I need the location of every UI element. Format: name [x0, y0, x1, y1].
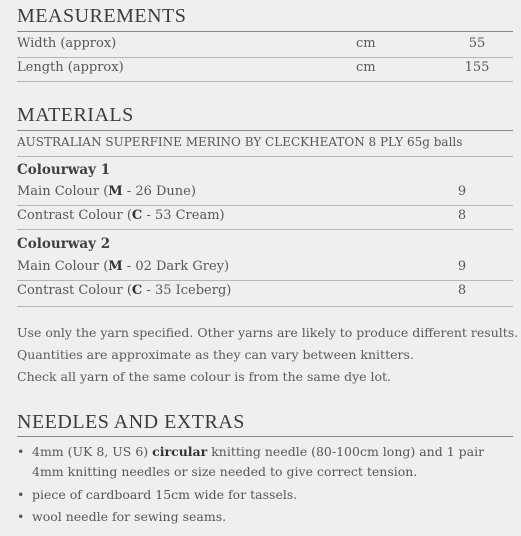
colourway-2-title: Colourway 2	[17, 236, 111, 252]
row-divider	[17, 229, 513, 230]
note-line: Check all yarn of the same colour is from the same dye lot.	[17, 369, 392, 384]
measurement-label: Length (approx)	[17, 60, 124, 75]
yarn-row	[17, 132, 513, 156]
colour-label-suffix: - 35 Iceberg)	[142, 283, 232, 298]
materials-heading: MATERIALS	[17, 104, 134, 126]
colour-label-prefix: Contrast Colour (	[17, 283, 132, 298]
colour-label-suffix: - 53 Cream)	[142, 208, 225, 223]
colour-quantity: 8	[457, 208, 467, 223]
materials-heading-rule	[17, 130, 513, 131]
colour-code: C	[131, 208, 143, 223]
measurement-value: 55	[468, 36, 486, 51]
colour-label-prefix: Main Colour (	[17, 184, 109, 199]
extras-text: wool needle for sewing seams.	[32, 509, 227, 524]
colour-row	[17, 205, 513, 229]
colourway-1-title: Colourway 1	[17, 162, 111, 178]
note-line: Use only the yarn specified. Other yarns are likely to produce different results.	[17, 325, 519, 340]
colour-label-suffix: - 26 Dune)	[122, 184, 196, 199]
colour-quantity: 9	[457, 259, 467, 274]
colour-code: M	[108, 259, 123, 274]
needles-heading-rule	[17, 436, 513, 437]
extras-item-cardboard	[17, 487, 297, 502]
measurement-label: Width (approx)	[17, 36, 117, 51]
colour-label	[17, 259, 229, 274]
measurements-heading: MEASUREMENTS	[17, 5, 187, 27]
colour-quantity: 8	[457, 283, 467, 298]
colour-code: C	[131, 283, 143, 298]
colour-row	[17, 280, 513, 304]
colour-label-suffix: - 02 Dark Grey)	[122, 259, 230, 274]
measurement-row-length	[17, 57, 513, 81]
colour-label	[17, 283, 231, 298]
extras-text: 4mm (UK 8, US 6)	[32, 444, 153, 459]
row-divider	[17, 306, 513, 307]
colour-label-prefix: Contrast Colour (	[17, 208, 132, 223]
row-divider	[17, 81, 513, 82]
bullet-icon: •	[17, 487, 25, 502]
measurement-row-width	[17, 33, 513, 57]
needles-heading: NEEDLES AND EXTRAS	[17, 411, 245, 433]
measurement-unit: cm	[356, 60, 376, 75]
row-divider	[17, 156, 513, 157]
colour-row	[17, 256, 513, 280]
colour-row	[17, 181, 513, 205]
note-line: Quantities are approximate as they can vary between knitters.	[17, 347, 414, 362]
colour-label	[17, 184, 196, 199]
colour-code: M	[108, 184, 123, 199]
extras-item-needles-continued: 4mm knitting needles or size needed to give correct tension.	[32, 464, 418, 479]
measurements-heading-rule	[17, 31, 513, 32]
measurement-unit: cm	[356, 36, 376, 51]
bullet-icon: •	[17, 444, 25, 459]
bullet-icon: •	[17, 509, 25, 524]
extras-text: knitting needle (80-100cm long) and 1 pair	[207, 444, 485, 459]
colour-label-prefix: Main Colour (	[17, 259, 109, 274]
yarn-description: AUSTRALIAN SUPERFINE MERINO BY CLECKHEATON 8 PLY 65g balls	[17, 135, 463, 149]
extras-item-wool-needle	[17, 509, 226, 524]
extras-item-needles	[17, 444, 484, 459]
extras-bold-text: circular	[152, 444, 208, 459]
colour-label	[17, 208, 225, 223]
colour-quantity: 9	[457, 184, 467, 199]
measurement-value: 155	[464, 60, 490, 75]
extras-text: piece of cardboard 15cm wide for tassels.	[32, 487, 298, 502]
